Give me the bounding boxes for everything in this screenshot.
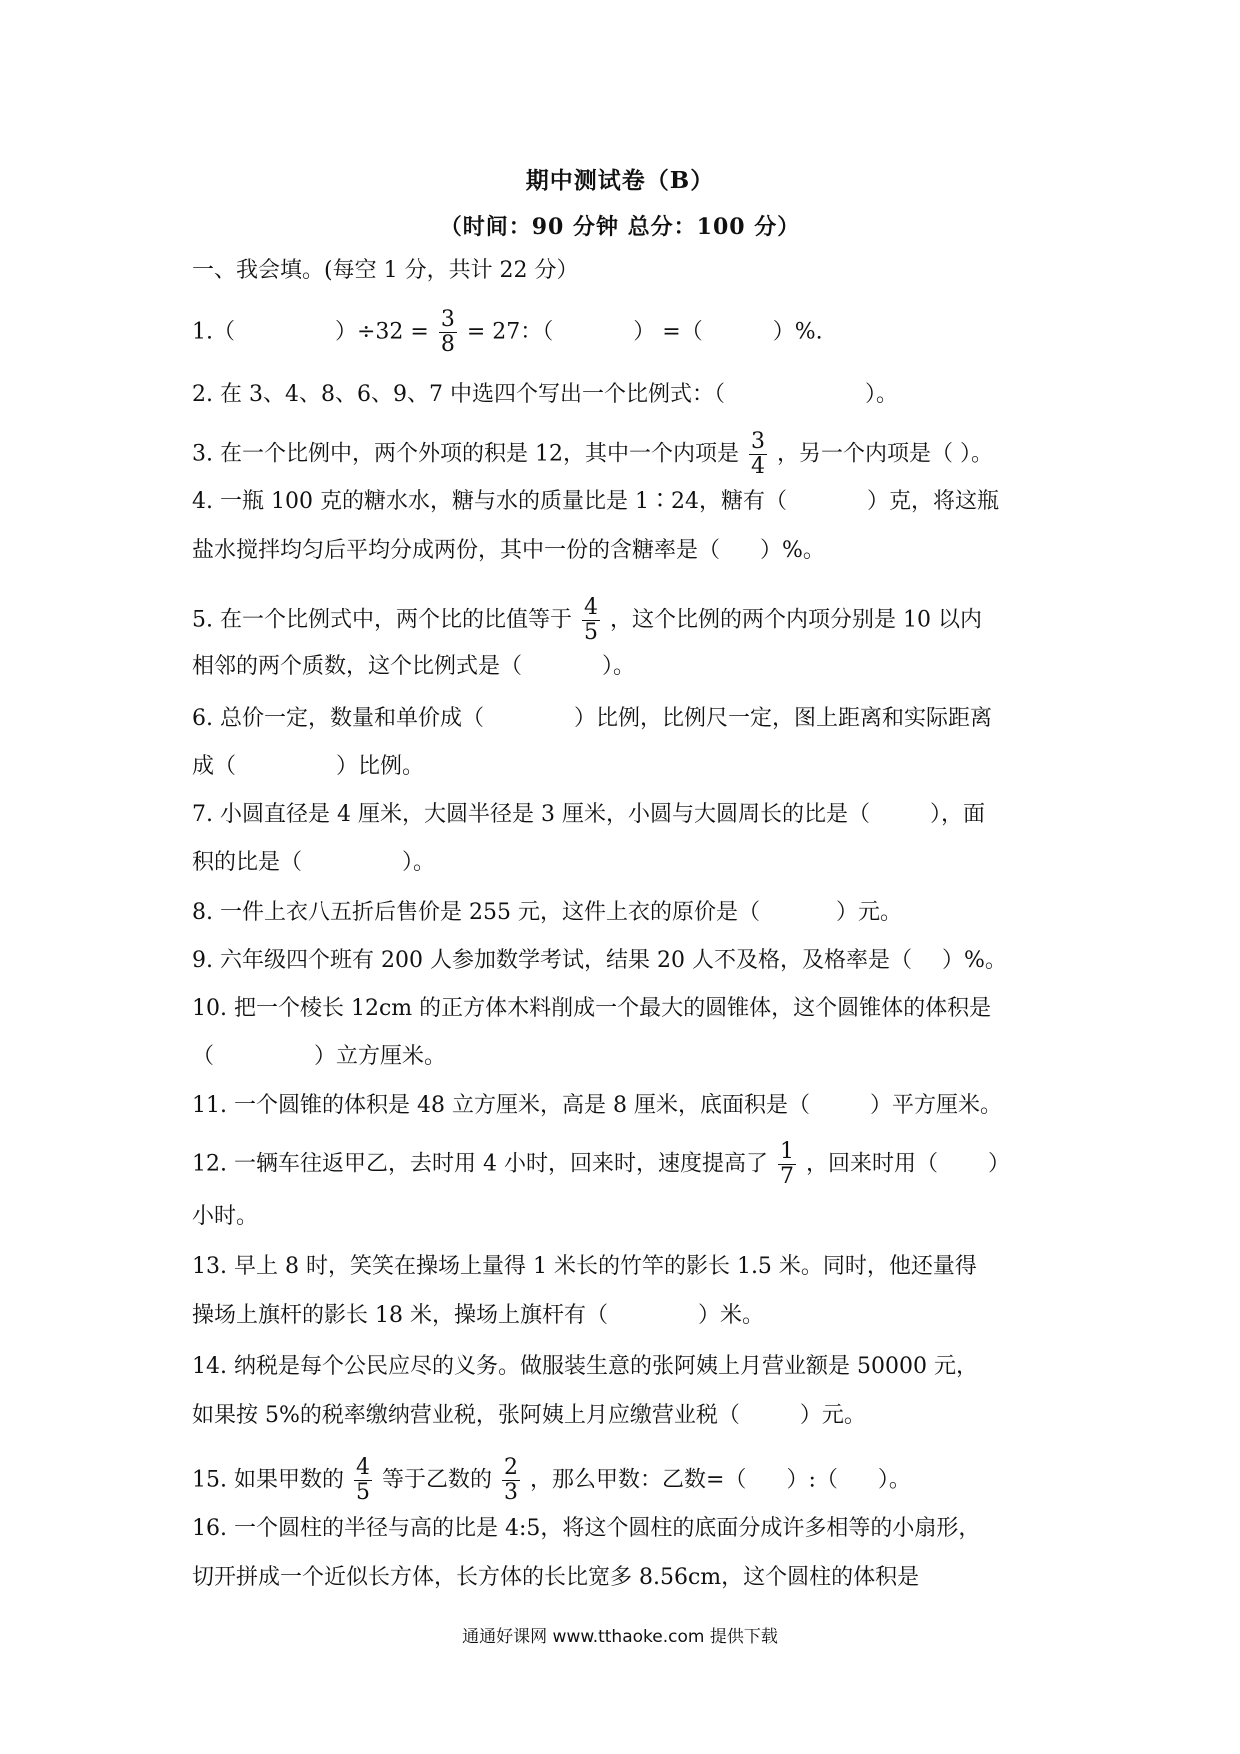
q3-text-b: ，另一个内项是（ ）。 — [776, 441, 993, 467]
fraction-numerator: 3 — [750, 429, 765, 454]
q5-text-a: 5. 在一个比例式中，两个比的比值等于 — [192, 607, 572, 633]
q15-text-a: 15. 如果甲数的 — [192, 1467, 344, 1493]
q15-text-b: 等于乙数的 — [381, 1467, 492, 1493]
q13-text-c: ）米。 — [697, 1303, 764, 1328]
fraction — [439, 308, 457, 357]
q2-text-a: 2. 在 3、4、8、6、9、7 中选四个写出一个比例式：（ — [192, 382, 725, 407]
question-4-line-2 — [192, 536, 825, 566]
fraction — [749, 430, 767, 479]
question-6-line-2 — [192, 752, 424, 782]
q5-text-d: ）。 — [602, 654, 636, 679]
question-6-line-1 — [192, 704, 992, 734]
q6-text-c: 成（ — [192, 754, 237, 779]
q10-text-c: ）立方厘米。 — [314, 1044, 447, 1069]
fraction — [582, 596, 600, 645]
q12-text-b: ，回来时用（ — [805, 1151, 938, 1177]
q7-text-b: ），面 — [929, 802, 985, 827]
q12-text-d: 小时。 — [192, 1204, 259, 1229]
q10-text-b: （ — [192, 1044, 215, 1069]
fraction-denominator: 3 — [504, 1480, 518, 1505]
q1-text-c: = 27：（ — [466, 319, 554, 345]
q7-text-c: 积的比是（ — [192, 850, 303, 875]
q8-text-b: ）元。 — [835, 900, 902, 925]
fraction — [354, 1456, 372, 1505]
fraction-denominator: 7 — [779, 1164, 794, 1189]
question-12-line-2 — [192, 1202, 258, 1232]
q11-text-b: ）平方厘米。 — [869, 1093, 1002, 1118]
q16-text-a: 16. 一个圆柱的半径与高的比是 4:5，将这个圆柱的底面分成许多相等的小扇形， — [192, 1516, 981, 1541]
q9-text-b: ）%。 — [941, 948, 1007, 973]
question-14-line-1 — [192, 1352, 978, 1382]
q7-text-a: 7. 小圆直径是 4 厘米，大圆半径是 3 厘米，小圆与大圆周长的比是（ — [192, 802, 870, 827]
page-title: 期中测试卷（B） — [525, 167, 715, 194]
question-5-line-1 — [192, 596, 982, 645]
question-1 — [192, 308, 823, 357]
fraction — [502, 1456, 520, 1505]
q13-text-a: 13. 早上 8 时，笑笑在操场上量得 1 米长的竹竿的影长 1.5 米。同时，他还量得 — [192, 1254, 977, 1279]
question-13-line-2 — [192, 1301, 764, 1331]
q5-text-c: 相邻的两个质数，这个比例式是（ — [192, 654, 523, 679]
fraction-numerator: 4 — [584, 595, 598, 620]
question-5-line-2 — [192, 652, 635, 682]
q15-text-d: ）:（ — [786, 1467, 838, 1493]
fraction-denominator: 4 — [750, 454, 765, 479]
fraction-denominator: 5 — [584, 620, 598, 645]
question-9 — [192, 946, 1007, 976]
q4-text-a: 4. 一瓶 100 克的糖水水，糖与水的质量比是 1∶24，糖有（ — [192, 489, 787, 514]
question-3 — [192, 430, 993, 479]
question-11 — [192, 1091, 1002, 1121]
question-13-line-1 — [192, 1252, 977, 1282]
section-heading-text: 一、我会填。(每空 1 分，共计 22 分） — [192, 258, 579, 283]
q12-text-c: ） — [987, 1151, 1010, 1177]
fraction — [778, 1140, 796, 1189]
question-2 — [192, 380, 898, 410]
q7-text-d: ）。 — [402, 850, 436, 875]
question-10-line-1 — [192, 994, 991, 1024]
fraction-denominator: 5 — [355, 1480, 370, 1505]
question-7-line-2 — [192, 848, 435, 878]
q6-text-d: ）比例。 — [336, 754, 425, 779]
q15-text-c: ，那么甲数：乙数=（ — [530, 1467, 747, 1493]
section-heading — [192, 256, 579, 286]
question-16-line-2 — [192, 1563, 919, 1593]
fraction-numerator: 3 — [440, 307, 455, 332]
q1-text-d: ） =（ — [633, 319, 703, 345]
page-subtitle: （时间：90 分钟 总分：100 分） — [439, 214, 801, 240]
question-8 — [192, 898, 902, 928]
q1-text-a: 1.（ — [192, 319, 235, 345]
q1-text-b: ）÷32 = — [335, 319, 429, 345]
fraction-numerator: 2 — [504, 1455, 518, 1480]
q4-text-b: ）克，将这瓶 — [866, 489, 999, 514]
question-14-line-2 — [192, 1401, 866, 1431]
q6-text-a: 6. 总价一定，数量和单价成（ — [192, 706, 484, 731]
q5-text-b: ，这个比例的两个内项分别是 10 以内 — [610, 607, 982, 633]
q14-text-c: ）元。 — [799, 1403, 866, 1428]
q1-text-e: ）%. — [772, 319, 823, 345]
question-4-line-1 — [192, 487, 999, 517]
question-7-line-1 — [192, 800, 985, 830]
q14-text-a: 14. 纳税是每个公民应尽的义务。做服装生意的张阿姨上月营业额是 50000 元， — [192, 1354, 978, 1379]
q15-text-e: ）。 — [877, 1467, 911, 1493]
fraction-denominator: 8 — [440, 332, 455, 357]
q6-text-b: ）比例，比例尺一定，图上距离和实际距离 — [573, 706, 992, 731]
q8-text-a: 8. 一件上衣八五折后售价是 255 元，这件上衣的原价是（ — [192, 900, 760, 925]
question-16-line-1 — [192, 1514, 980, 1544]
q11-text-a: 11. 一个圆锥的体积是 48 立方厘米，高是 8 厘米，底面积是（ — [192, 1093, 810, 1118]
q13-text-b: 操场上旗杆的影长 18 米，操场上旗杆有（ — [192, 1303, 608, 1328]
question-15 — [192, 1456, 911, 1505]
q4-text-d: ）%。 — [760, 538, 825, 563]
q12-text-a: 12. 一辆车往返甲乙，去时用 4 小时，回来时，速度提高了 — [192, 1151, 768, 1177]
q4-text-c: 盐水搅拌均匀后平均分成两份，其中一份的含糖率是（ — [192, 538, 721, 563]
fraction-numerator: 1 — [779, 1139, 794, 1164]
question-10-line-2 — [192, 1042, 446, 1072]
footer-credit: 通通好课网 www.tthaoke.com 提供下载 — [462, 1627, 778, 1647]
q3-text-a: 3. 在一个比例中，两个外项的积是 12，其中一个内项是 — [192, 441, 739, 467]
fraction-numerator: 4 — [355, 1455, 370, 1480]
question-12-line-1 — [192, 1140, 1010, 1189]
q16-text-b: 切开拼成一个近似长方体，长方体的长比宽多 8.56cm，这个圆柱的体积是 — [192, 1565, 920, 1590]
q9-text-a: 9. 六年级四个班有 200 人参加数学考试，结果 20 人不及格，及格率是（ — [192, 948, 912, 973]
q10-text-a: 10. 把一个棱长 12cm 的正方体木料削成一个最大的圆锥体，这个圆锥体的体积是 — [192, 996, 992, 1021]
q2-text-b: ）。 — [864, 382, 898, 407]
q14-text-b: 如果按 5%的税率缴纳营业税，张阿姨上月应缴营业税（ — [192, 1403, 740, 1428]
